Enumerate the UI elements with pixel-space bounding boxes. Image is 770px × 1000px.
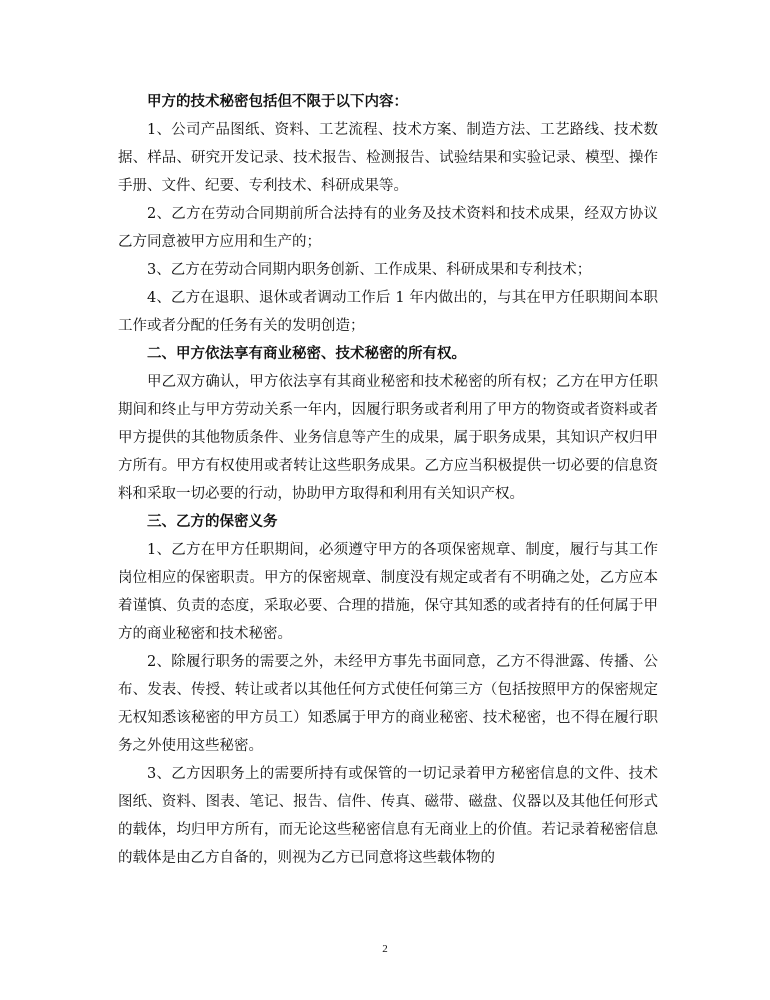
paragraph-ownership: 甲乙双方确认，甲方依法享有其商业秘密和技术秘密的所有权；乙方在甲方任职期间和终止与甲方劳动关系一年内，因履行职务或者利用了甲方的物资或者资料或者甲方提供的其他物质条件、业务信息等产生的成果，属于职务成果，其知识产权归甲方所有。甲方有权使用或者转让这些职务成果。乙方应当积极提供一切必要的信息资料和采取一切必要的行动，协助甲方取得和利用有关知识产权。 xyxy=(118,374,658,502)
paragraph-duty-3: 3、乙方因职务上的需要所持有或保管的一切记录着甲方秘密信息的文件、技术图纸、资料、图表、笔记、报告、信件、传真、磁带、磁盘、仪器以及其他任何形式的载体，均归甲方所有，而无论这些秘密信息有无商业上的价值。若记录着秘密信息的载体是由乙方自备的，则视为乙方已同意将这些载体物的 xyxy=(118,766,658,866)
page-number: 2 xyxy=(382,943,388,955)
paragraph-item-2: 2、乙方在劳动合同期前所合法持有的业务及技术资料和技术成果，经双方协议乙方同意被甲方应用和生产的； xyxy=(118,206,658,250)
section-heading-confidentiality: 三、乙方的保密义务 xyxy=(147,514,278,530)
section-heading-tech-secrets: 甲方的技术秘密包括但不限于以下内容： xyxy=(147,94,408,110)
section-heading-ownership: 二、甲方依法享有商业秘密、技术秘密的所有权。 xyxy=(147,346,466,362)
paragraph-item-1: 1、公司产品图纸、资料、工艺流程、技术方案、制造方法、工艺路线、技术数据、样品、研究开发记录、技术报告、检测报告、试验结果和实验记录、模型、操作手册、文件、纪要、专利技术、科研成果等。 xyxy=(118,122,658,194)
paragraph-item-4: 4、乙方在退职、退休或者调动工作后 1 年内做出的，与其在甲方任职期间本职工作或者分配的任务有关的发明创造； xyxy=(118,290,658,334)
paragraph-duty-1: 1、乙方在甲方任职期间，必须遵守甲方的各项保密规章、制度，履行与其工作岗位相应的保密职责。甲方的保密规章、制度没有规定或者有不明确之处，乙方应本着谨慎、负责的态度，采取必要、合理的措施，保守其知悉的或者持有的任何属于甲方的商业秘密和技术秘密。 xyxy=(118,542,658,642)
paragraph-item-3: 3、乙方在劳动合同期内职务创新、工作成果、科研成果和专利技术； xyxy=(147,262,592,278)
document-body xyxy=(118,88,658,872)
paragraph-duty-2: 2、除履行职务的需要之外，未经甲方事先书面同意，乙方不得泄露、传播、公布、发表、传授、转让或者以其他任何方式使任何第三方（包括按照甲方的保密规定无权知悉该秘密的甲方员工）知悉属于甲方的商业秘密、技术秘密，也不得在履行职务之外使用这些秘密。 xyxy=(118,654,658,754)
